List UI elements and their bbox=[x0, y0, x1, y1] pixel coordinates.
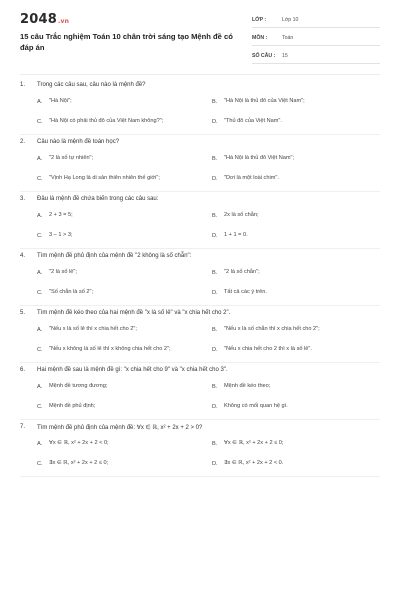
option-text: "Hà Nội có phải thủ đô của Việt Nam không?"; bbox=[49, 118, 164, 125]
option-letter: A. bbox=[37, 384, 43, 390]
answer-option[interactable] bbox=[212, 397, 397, 417]
answer-options bbox=[37, 206, 380, 246]
option-text: ∀x ∈ ℝ, x² + 2x + 2 ≤ 0; bbox=[224, 440, 284, 447]
option-text: Tất cả các ý trên. bbox=[224, 289, 267, 296]
question-number: 1. bbox=[20, 82, 26, 88]
answer-option[interactable] bbox=[37, 283, 212, 303]
option-letter: C. bbox=[37, 290, 43, 296]
page-title: 15 câu Trắc nghiệm Toán 10 chân trời sáng tạo Mệnh đề có đáp án bbox=[20, 32, 233, 52]
option-text: "Hà Nội"; bbox=[49, 98, 72, 105]
question-text: Hai mệnh đề sau là mệnh đề gì: "x chia hết cho 9" và "x chia hết cho 3". bbox=[37, 367, 228, 373]
answer-option[interactable] bbox=[37, 320, 212, 340]
answer-option[interactable] bbox=[37, 149, 212, 169]
option-letter: B. bbox=[212, 99, 218, 105]
question-text: Tìm mệnh đề phủ định của mệnh đề "2 không là số chẵn": bbox=[37, 253, 192, 259]
answer-option[interactable] bbox=[212, 169, 397, 189]
meta-value: Lớp 10 bbox=[282, 17, 299, 23]
option-text: "Hà Nội là thủ đô của Việt Nam"; bbox=[224, 98, 305, 105]
option-letter: D. bbox=[212, 404, 218, 410]
question-item bbox=[20, 135, 380, 192]
answer-options bbox=[37, 92, 380, 132]
option-text: 3 – 1 > 3; bbox=[49, 232, 73, 239]
question-text: Tìm mệnh đề kéo theo của hai mệnh đề "x là số lẻ" và "x chia hết cho 2". bbox=[37, 310, 231, 316]
option-text: Không có mối quan hệ gì. bbox=[224, 403, 288, 410]
option-letter: C. bbox=[37, 233, 43, 239]
option-letter: D. bbox=[212, 461, 218, 467]
question-text: Câu nào là mệnh đề toán học? bbox=[37, 139, 120, 145]
question-text: Tìm mệnh đề phủ định của mệnh đề: ∀x ∈ ℝ, x² + 2x + 2 > 0? bbox=[37, 424, 203, 431]
answer-option[interactable] bbox=[212, 320, 397, 340]
question-number: 4. bbox=[20, 253, 26, 259]
answer-options bbox=[37, 377, 380, 417]
option-text: ∀x ∈ ℝ, x² + 2x + 2 < 0; bbox=[49, 440, 109, 447]
answer-options bbox=[37, 263, 380, 303]
question-stem bbox=[20, 363, 380, 377]
question-stem bbox=[20, 306, 380, 320]
question-divider bbox=[20, 476, 380, 477]
answer-option[interactable] bbox=[37, 434, 212, 454]
option-letter: C. bbox=[37, 461, 43, 467]
header bbox=[0, 0, 400, 74]
option-letter: A. bbox=[37, 99, 43, 105]
option-letter: B. bbox=[212, 156, 218, 162]
header-divider bbox=[20, 74, 380, 75]
answer-options bbox=[37, 149, 380, 189]
option-letter: C. bbox=[37, 119, 43, 125]
question-text: Trong các câu sau, câu nào là mệnh đề? bbox=[37, 82, 146, 88]
site-logo[interactable] bbox=[20, 12, 69, 27]
option-text: "Thủ đô của Việt Nam". bbox=[224, 118, 282, 125]
option-letter: C. bbox=[37, 176, 43, 182]
option-text: Mệnh đề tương đương; bbox=[49, 383, 108, 390]
answer-option[interactable] bbox=[212, 263, 397, 283]
answer-option[interactable] bbox=[37, 340, 212, 360]
question-item bbox=[20, 78, 380, 135]
meta-label: LỚP : bbox=[252, 17, 267, 23]
option-text: ∃x ∈ ℝ, x² + 2x + 2 ≤ 0; bbox=[49, 460, 109, 467]
meta-label: SỐ CÂU : bbox=[252, 53, 276, 59]
option-letter: A. bbox=[37, 213, 43, 219]
answer-option[interactable] bbox=[37, 112, 212, 132]
question-text: Đâu là mệnh đề chứa biến trong các câu sau: bbox=[37, 196, 159, 202]
option-text: "Nếu x là số chẵn thì x chia hết cho 2"; bbox=[224, 326, 320, 333]
meta-row-subject bbox=[252, 31, 380, 46]
option-letter: D. bbox=[212, 176, 218, 182]
option-text: "Dơi là một loài chim". bbox=[224, 175, 279, 182]
option-text: "Nếu x không là số lẻ thì x không chia hết cho 2"; bbox=[49, 346, 171, 353]
question-stem bbox=[20, 420, 380, 434]
option-letter: C. bbox=[37, 404, 43, 410]
option-letter: B. bbox=[212, 270, 218, 276]
question-number: 7. bbox=[20, 424, 26, 430]
option-text: "2 là số tự nhiên"; bbox=[49, 155, 94, 162]
question-number: 3. bbox=[20, 196, 26, 202]
option-text: 2x là số chẵn; bbox=[224, 212, 259, 219]
option-letter: A. bbox=[37, 270, 43, 276]
answer-option[interactable] bbox=[212, 92, 397, 112]
answer-option[interactable] bbox=[37, 169, 212, 189]
option-text: "Số chẵn là số 2"; bbox=[49, 289, 94, 296]
meta-info bbox=[252, 13, 380, 67]
option-text: "Hà Nội là thủ đô Việt Nam"; bbox=[224, 155, 295, 162]
answer-option[interactable] bbox=[212, 454, 397, 474]
answer-options bbox=[37, 320, 380, 360]
answer-option[interactable] bbox=[37, 454, 212, 474]
meta-row-class bbox=[252, 13, 380, 28]
option-text: ∃x ∈ ℝ, x² + 2x + 2 < 0. bbox=[224, 460, 284, 467]
question-stem bbox=[20, 78, 380, 92]
option-text: "Nếu x là số lẻ thì x chia hết cho 2"; bbox=[49, 326, 137, 333]
option-text: 1 + 1 = 0. bbox=[224, 232, 248, 239]
option-letter: D. bbox=[212, 233, 218, 239]
question-stem bbox=[20, 249, 380, 263]
answer-option[interactable] bbox=[37, 397, 212, 417]
question-stem bbox=[20, 192, 380, 206]
meta-label: MÔN : bbox=[252, 35, 268, 41]
answer-option[interactable] bbox=[212, 149, 397, 169]
option-letter: B. bbox=[212, 441, 218, 447]
question-item bbox=[20, 420, 380, 477]
meta-value: Toán bbox=[282, 35, 294, 41]
meta-row-count bbox=[252, 49, 380, 64]
option-letter: A. bbox=[37, 156, 43, 162]
answer-option[interactable] bbox=[212, 283, 397, 303]
answer-option[interactable] bbox=[212, 434, 397, 454]
answer-option[interactable] bbox=[37, 92, 212, 112]
option-text: "Nếu x chia hết cho 2 thì x là số lẻ". bbox=[224, 346, 312, 353]
question-number: 5. bbox=[20, 310, 26, 316]
answer-option[interactable] bbox=[212, 377, 397, 397]
option-letter: D. bbox=[212, 119, 218, 125]
question-stem bbox=[20, 135, 380, 149]
meta-value: 15 bbox=[282, 53, 288, 59]
question-item bbox=[20, 306, 380, 363]
question-item bbox=[20, 363, 380, 420]
question-list bbox=[20, 78, 380, 477]
option-text: 2 + 3 = 5; bbox=[49, 212, 73, 219]
answer-option[interactable] bbox=[212, 226, 397, 246]
option-letter: C. bbox=[37, 347, 43, 353]
question-item bbox=[20, 249, 380, 306]
logo-main: 2048 bbox=[20, 12, 57, 27]
option-letter: D. bbox=[212, 347, 218, 353]
answer-option[interactable] bbox=[37, 206, 212, 226]
option-text: Mệnh đề kéo theo; bbox=[224, 383, 271, 390]
option-letter: B. bbox=[212, 384, 218, 390]
question-number: 6. bbox=[20, 367, 26, 373]
logo-suffix: .vn bbox=[57, 18, 70, 25]
option-letter: B. bbox=[212, 327, 218, 333]
option-text: "2 là số lẻ"; bbox=[49, 269, 77, 276]
option-letter: D. bbox=[212, 290, 218, 296]
option-letter: A. bbox=[37, 327, 43, 333]
answer-options bbox=[37, 434, 380, 474]
question-item bbox=[20, 192, 380, 249]
answer-option[interactable] bbox=[37, 226, 212, 246]
option-text: "2 là số chẵn"; bbox=[224, 269, 260, 276]
option-letter: A. bbox=[37, 441, 43, 447]
answer-option[interactable] bbox=[37, 263, 212, 283]
answer-option[interactable] bbox=[212, 206, 397, 226]
option-letter: B. bbox=[212, 213, 218, 219]
answer-option[interactable] bbox=[37, 377, 212, 397]
option-text: Mệnh đề phủ định; bbox=[49, 403, 96, 410]
answer-option[interactable] bbox=[212, 340, 397, 360]
answer-option[interactable] bbox=[212, 112, 397, 132]
option-text: "Vịnh Hạ Long là di sản thiên nhiên thế giới"; bbox=[49, 175, 160, 182]
question-number: 2. bbox=[20, 139, 26, 145]
